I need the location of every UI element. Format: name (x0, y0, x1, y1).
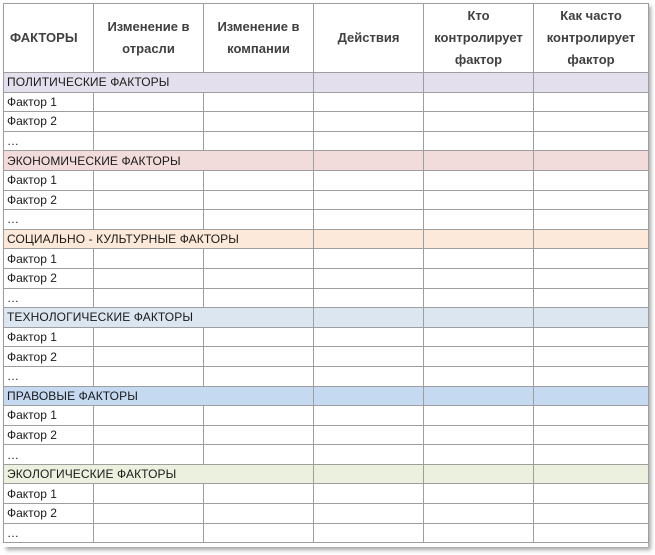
section-cell[interactable] (314, 73, 424, 93)
empty-cell[interactable] (94, 327, 204, 347)
empty-cell[interactable] (94, 249, 204, 269)
empty-cell[interactable] (204, 425, 314, 445)
empty-cell[interactable] (424, 523, 534, 543)
section-cell[interactable] (534, 308, 649, 328)
empty-cell[interactable] (94, 131, 204, 151)
empty-cell[interactable] (534, 288, 649, 308)
empty-cell[interactable] (424, 268, 534, 288)
table-row (4, 504, 649, 524)
section-row (4, 308, 649, 328)
table-row (4, 92, 649, 112)
empty-cell[interactable] (314, 425, 424, 445)
table-row (4, 190, 649, 210)
empty-cell[interactable] (534, 523, 649, 543)
factor-name-cell[interactable]: Фактор 2 (4, 268, 94, 288)
section-cell[interactable] (314, 308, 424, 328)
factor-name-cell[interactable]: Фактор 1 (4, 92, 94, 112)
table-row (4, 327, 649, 347)
header-row (4, 4, 649, 73)
factor-name-cell[interactable]: Фактор 2 (4, 190, 94, 210)
table-row (4, 445, 649, 465)
empty-cell[interactable] (204, 523, 314, 543)
empty-cell[interactable] (94, 504, 204, 524)
section-cell[interactable] (424, 73, 534, 93)
empty-cell[interactable] (314, 92, 424, 112)
empty-cell[interactable] (424, 288, 534, 308)
empty-cell[interactable] (314, 366, 424, 386)
empty-cell[interactable] (204, 210, 314, 230)
empty-cell[interactable] (534, 347, 649, 367)
empty-cell[interactable] (94, 92, 204, 112)
empty-cell[interactable] (204, 484, 314, 504)
empty-cell[interactable] (314, 445, 424, 465)
table-row (4, 425, 649, 445)
empty-cell[interactable] (424, 425, 534, 445)
empty-cell[interactable] (204, 406, 314, 426)
empty-cell[interactable] (204, 268, 314, 288)
empty-cell[interactable] (94, 170, 204, 190)
empty-cell[interactable] (94, 347, 204, 367)
factor-name-cell[interactable]: Фактор 2 (4, 504, 94, 524)
empty-cell[interactable] (314, 131, 424, 151)
factor-name-cell[interactable]: … (4, 131, 94, 151)
factor-name-cell[interactable]: Фактор 1 (4, 249, 94, 269)
section-cell[interactable] (314, 464, 424, 484)
empty-cell[interactable] (204, 366, 314, 386)
section-cell[interactable] (534, 229, 649, 249)
table-row (4, 484, 649, 504)
empty-cell[interactable] (424, 131, 534, 151)
section-row (4, 464, 649, 484)
section-cell[interactable] (534, 464, 649, 484)
header-how-often[interactable]: Как часто контролирует фактор (534, 4, 649, 73)
section-title[interactable]: ПРАВОВЫЕ ФАКТОРЫ (4, 386, 314, 406)
empty-cell[interactable] (314, 406, 424, 426)
empty-cell[interactable] (424, 445, 534, 465)
empty-cell[interactable] (204, 249, 314, 269)
empty-cell[interactable] (424, 327, 534, 347)
empty-cell[interactable] (424, 190, 534, 210)
empty-cell[interactable] (204, 347, 314, 367)
empty-cell[interactable] (314, 484, 424, 504)
empty-cell[interactable] (424, 504, 534, 524)
empty-cell[interactable] (534, 190, 649, 210)
empty-cell[interactable] (534, 445, 649, 465)
empty-cell[interactable] (534, 484, 649, 504)
table-row (4, 366, 649, 386)
empty-cell[interactable] (314, 268, 424, 288)
empty-cell[interactable] (94, 288, 204, 308)
section-cell[interactable] (424, 308, 534, 328)
table-row (4, 268, 649, 288)
empty-cell[interactable] (534, 406, 649, 426)
factor-name-cell[interactable]: … (4, 210, 94, 230)
section-cell[interactable] (534, 151, 649, 171)
empty-cell[interactable] (424, 366, 534, 386)
table-row (4, 170, 649, 190)
factors-table (3, 3, 649, 543)
empty-cell[interactable] (314, 249, 424, 269)
section-row (4, 73, 649, 93)
empty-cell[interactable] (204, 327, 314, 347)
section-cell[interactable] (534, 73, 649, 93)
section-row (4, 151, 649, 171)
header-factors[interactable]: ФАКТОРЫ (4, 4, 94, 73)
empty-cell[interactable] (314, 112, 424, 132)
section-row (4, 229, 649, 249)
empty-cell[interactable] (94, 112, 204, 132)
table-row (4, 288, 649, 308)
empty-cell[interactable] (424, 112, 534, 132)
section-cell[interactable] (314, 151, 424, 171)
factor-name-cell[interactable]: Фактор 2 (4, 112, 94, 132)
empty-cell[interactable] (424, 92, 534, 112)
empty-cell[interactable] (204, 445, 314, 465)
section-title[interactable]: ПОЛИТИЧЕСКИЕ ФАКТОРЫ (4, 73, 314, 93)
header-industry-change[interactable]: Изменение в отрасли (94, 4, 204, 73)
empty-cell[interactable] (424, 406, 534, 426)
section-cell[interactable] (424, 151, 534, 171)
empty-cell[interactable] (94, 190, 204, 210)
factor-name-cell[interactable]: … (4, 445, 94, 465)
factor-name-cell[interactable]: Фактор 1 (4, 484, 94, 504)
empty-cell[interactable] (534, 327, 649, 347)
pest-analysis-sheet (3, 3, 648, 547)
section-row (4, 386, 649, 406)
empty-cell[interactable] (94, 406, 204, 426)
empty-cell[interactable] (534, 504, 649, 524)
section-cell[interactable] (314, 229, 424, 249)
empty-cell[interactable] (314, 190, 424, 210)
empty-cell[interactable] (94, 366, 204, 386)
empty-cell[interactable] (314, 347, 424, 367)
empty-cell[interactable] (534, 210, 649, 230)
empty-cell[interactable] (534, 268, 649, 288)
section-cell[interactable] (424, 386, 534, 406)
empty-cell[interactable] (204, 170, 314, 190)
empty-cell[interactable] (314, 210, 424, 230)
section-title[interactable]: СОЦИАЛЬНО - КУЛЬТУРНЫЕ ФАКТОРЫ (4, 229, 314, 249)
table-row (4, 406, 649, 426)
table-row (4, 523, 649, 543)
empty-cell[interactable] (204, 504, 314, 524)
table-body (4, 73, 649, 543)
empty-cell[interactable] (204, 190, 314, 210)
empty-cell[interactable] (314, 288, 424, 308)
factor-name-cell[interactable]: Фактор 1 (4, 406, 94, 426)
factor-name-cell[interactable]: … (4, 366, 94, 386)
section-title[interactable]: ЭКОЛОГИЧЕСКИЕ ФАКТОРЫ (4, 464, 314, 484)
empty-cell[interactable] (424, 210, 534, 230)
header-actions[interactable]: Действия (314, 4, 424, 73)
factor-name-cell[interactable]: … (4, 523, 94, 543)
factor-name-cell[interactable]: Фактор 1 (4, 327, 94, 347)
section-cell[interactable] (534, 386, 649, 406)
section-cell[interactable] (314, 386, 424, 406)
empty-cell[interactable] (534, 112, 649, 132)
section-cell[interactable] (424, 464, 534, 484)
empty-cell[interactable] (314, 523, 424, 543)
empty-cell[interactable] (204, 112, 314, 132)
empty-cell[interactable] (314, 504, 424, 524)
empty-cell[interactable] (94, 268, 204, 288)
empty-cell[interactable] (424, 484, 534, 504)
empty-cell[interactable] (204, 92, 314, 112)
table-row (4, 210, 649, 230)
empty-cell[interactable] (424, 347, 534, 367)
empty-cell[interactable] (94, 425, 204, 445)
empty-cell[interactable] (534, 366, 649, 386)
table-row (4, 131, 649, 151)
table-row (4, 112, 649, 132)
empty-cell[interactable] (424, 170, 534, 190)
header-who-controls[interactable]: Кто контролирует фактор (424, 4, 534, 73)
empty-cell[interactable] (94, 484, 204, 504)
table-row (4, 347, 649, 367)
empty-cell[interactable] (94, 210, 204, 230)
factor-name-cell[interactable]: Фактор 2 (4, 425, 94, 445)
empty-cell[interactable] (314, 327, 424, 347)
empty-cell[interactable] (94, 523, 204, 543)
empty-cell[interactable] (534, 170, 649, 190)
factor-name-cell[interactable]: Фактор 2 (4, 347, 94, 367)
header-company-change[interactable]: Изменение в компании (204, 4, 314, 73)
empty-cell[interactable] (534, 92, 649, 112)
section-title[interactable]: ЭКОНОМИЧЕСКИЕ ФАКТОРЫ (4, 151, 314, 171)
factor-name-cell[interactable]: … (4, 288, 94, 308)
empty-cell[interactable] (204, 131, 314, 151)
empty-cell[interactable] (204, 288, 314, 308)
empty-cell[interactable] (534, 425, 649, 445)
empty-cell[interactable] (534, 131, 649, 151)
section-cell[interactable] (424, 229, 534, 249)
empty-cell[interactable] (424, 249, 534, 269)
table-row (4, 249, 649, 269)
empty-cell[interactable] (534, 249, 649, 269)
empty-cell[interactable] (314, 170, 424, 190)
empty-cell[interactable] (94, 445, 204, 465)
factor-name-cell[interactable]: Фактор 1 (4, 170, 94, 190)
section-title[interactable]: ТЕХНОЛОГИЧЕСКИЕ ФАКТОРЫ (4, 308, 314, 328)
